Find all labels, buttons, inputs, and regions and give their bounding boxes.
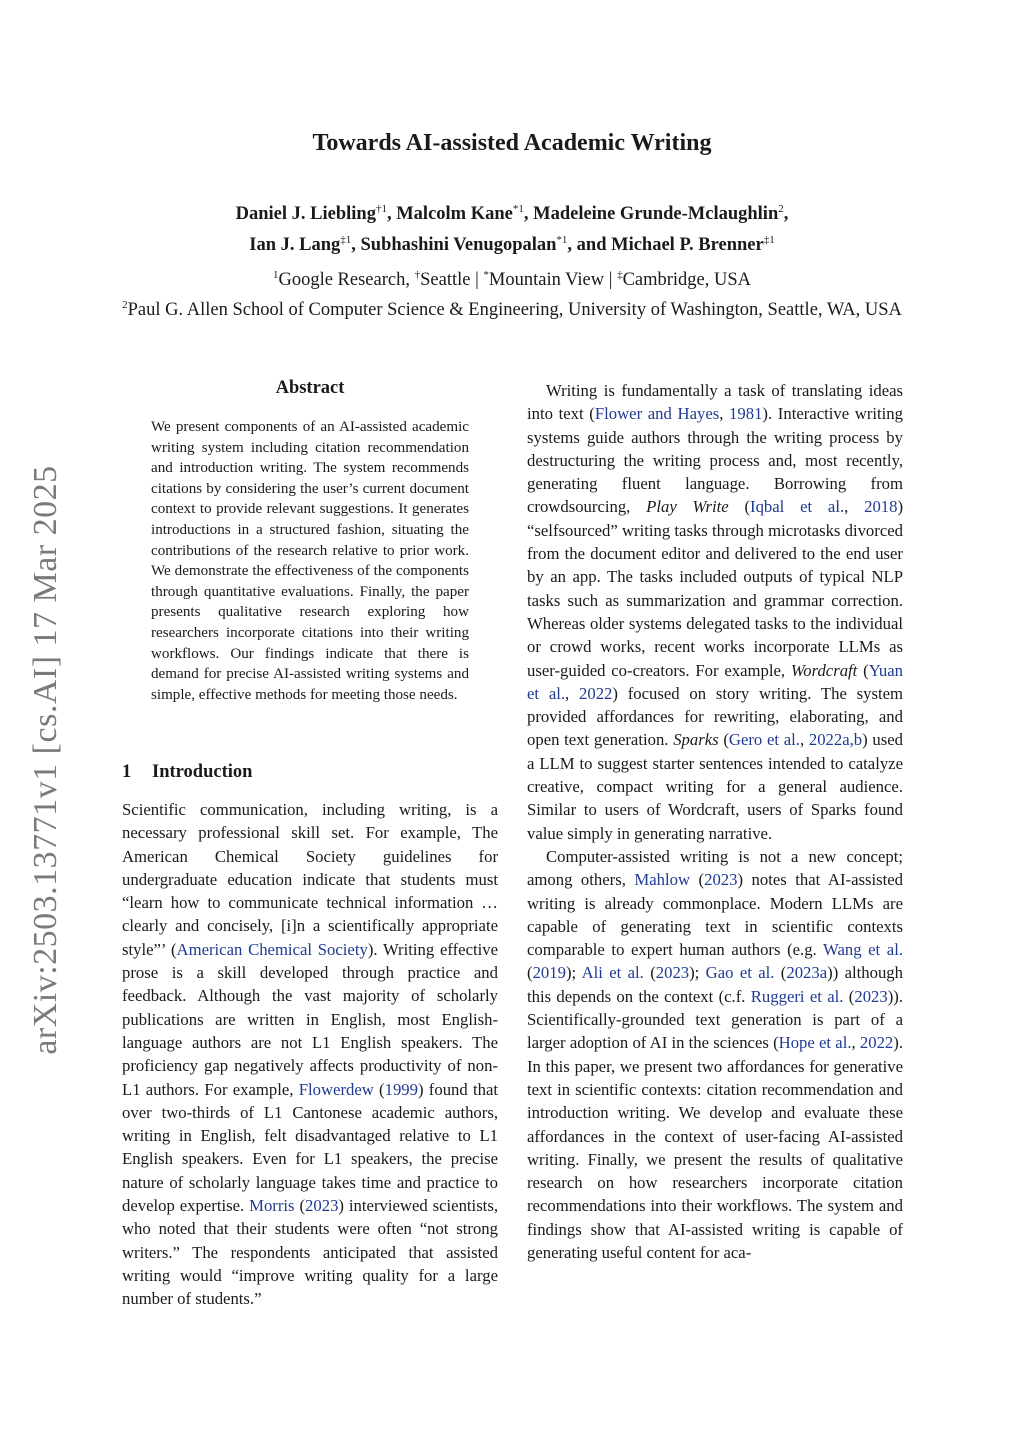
body-text: ,	[565, 683, 580, 703]
affiliation-mark: †	[414, 269, 421, 281]
author-mark: ‡1	[340, 234, 352, 247]
affiliation-text: Seattle |	[420, 270, 484, 291]
paragraph	[527, 845, 903, 1264]
affiliation-text: Cambridge, USA	[622, 270, 752, 291]
author-list	[0, 196, 1024, 258]
body-text: Computer-assisted writing is not a new concept; among others,	[527, 846, 903, 890]
body-text: ,	[719, 404, 730, 424]
body-text: ) interviewed scientists, who noted that their students were often “not strong writers.” The respondents anticipated that assisted writing would “improve writing quality for a large number of students.”	[122, 1196, 498, 1309]
body-text: );	[689, 963, 706, 983]
author-name: ,	[783, 204, 789, 225]
abstract-heading: Abstract	[275, 378, 345, 398]
body-text: (	[718, 730, 729, 750]
author-name: , and Michael P. Brenner	[567, 235, 764, 256]
body-text: ) notes that AI-assisted writing is already commonplace. Modern LLMs are capable of generating text in scientific contexts comparable to expert human authors (e.g.	[527, 870, 903, 960]
emphasis-text: Wordcraft	[790, 660, 858, 680]
author-mark: †1	[375, 203, 387, 215]
author-line-2	[0, 227, 1024, 258]
section-heading	[122, 762, 498, 783]
affiliation-text: Google Research,	[278, 270, 415, 291]
body-text: (	[643, 963, 656, 983]
body-text: (	[728, 497, 751, 517]
citation-link[interactable]: Iqbal et al.	[750, 497, 845, 517]
body-text: (	[857, 660, 869, 680]
author-mark: 2	[778, 203, 784, 215]
citation-link[interactable]: Gero et al.	[728, 730, 800, 750]
body-text: ) “selfsourced” writing tasks through microtasks divorced from the document editor and delivered to the end user by an app. The tasks included outputs of typical NLP tasks such as summarization and grammar correction. Whereas older systems delegated tasks to the individual or crowd works, recent works incorporate LLMs as user-guided co-creators. For example,	[527, 497, 904, 680]
body-text: )) although this depends on the context (c.f.	[527, 963, 903, 1006]
citation-link[interactable]: 2019	[532, 963, 566, 983]
citation-link[interactable]: 2022	[579, 683, 613, 703]
body-text: (	[843, 986, 855, 1006]
affiliations	[0, 263, 1024, 323]
affiliation-mark: 2	[122, 299, 128, 312]
body-text: (	[774, 963, 787, 983]
section-number: 1	[122, 762, 132, 782]
body-text: Scientific communication, including writing, is a necessary professional skill set. For example, The American Chemical Society guidelines for undergraduate education indicate that students must “learn how to communicate technical information …clearly and concisely, [i]n a scientifically appropriate style”’ (	[122, 800, 498, 959]
citation-link[interactable]: 1999	[384, 1079, 418, 1099]
citation-link[interactable]: Yuan et al.	[527, 660, 903, 703]
body-text: Writing is fundamentally a task of translating ideas into text (	[527, 381, 903, 424]
arxiv-identifier: arXiv:2503.13771v1 [cs.AI] 17 Mar 2025	[27, 465, 64, 1055]
section-title: Introduction	[152, 762, 253, 782]
paragraph	[527, 379, 903, 845]
body-text: ) used a LLM to suggest starter sentences intended to catalyze creative, compact writing for a general audience. Similar to users of Wordcraft, users of Sparks found value simply in generating narrative.	[527, 730, 904, 843]
citation-link[interactable]: Morris	[249, 1196, 295, 1216]
affiliation-text: Mountain View |	[488, 270, 618, 291]
emphasis-text: Play Write	[646, 497, 729, 517]
citation-link[interactable]: Hope et al.	[778, 1033, 852, 1053]
affiliation-mark: *	[483, 269, 489, 281]
abstract-body: We present components of an AI-assisted academic writing system including citation recommendation and introduction writing. The system recommends citations by considering the user’s current document context to provide relevant suggestions. It generates introductions in a structured fashion, situating the contributions of the research relative to prior work. We demonstrate the effectiveness of the components through quantitative evaluations. Finally, the paper presents qualitative research exploring how researchers incorporate citations into their writing workflows. Our findings indicate that there is demand for precise AI-assisted writing systems and simple, effective methods for meeting those needs.	[151, 419, 469, 703]
body-text: ). In this paper, we present two affordances for generative text in scientific contexts: citation recommendation and introduction writing. We develop and evaluate these affordances in the context of user-facing AI-assisted writing. Finally, we present the results of qualitative research on how researchers incorporate citation recommendations into their workflows. The system and findings show that AI-assisted writing is capable of generating useful content for aca-	[527, 1033, 903, 1262]
author-name: Daniel J. Liebling	[235, 204, 376, 225]
citation-link[interactable]: Gao et al.	[705, 963, 775, 983]
body-text: );	[565, 963, 582, 983]
body-text: ) found that over two-thirds of L1 Cantonese academic authors, writing in English, felt disadvantaged relative to L1 English speakers. Even for L1 speakers, the precise nature of scholarly language takes time and practice to develop expertise.	[122, 1079, 498, 1216]
right-column	[527, 379, 903, 1264]
body-text: (	[690, 870, 705, 890]
citation-link[interactable]: Mahlow	[634, 870, 691, 890]
body-text: (	[373, 1079, 385, 1099]
left-column	[122, 798, 498, 1311]
author-name: , Madeleine Grunde-Mclaughlin	[523, 204, 779, 225]
citation-link[interactable]: 2023	[854, 986, 888, 1006]
paragraph	[122, 798, 498, 1311]
citation-link[interactable]: Ali et al.	[581, 963, 644, 983]
citation-link[interactable]: 2018	[864, 497, 898, 517]
author-mark: ‡1	[763, 234, 775, 247]
citation-link[interactable]: 1981	[729, 404, 763, 424]
body-text: )). Scientifically-grounded text generation is part of a larger adoption of AI in the sciences (	[527, 986, 904, 1053]
citation-link[interactable]: Flowerdew	[298, 1079, 374, 1099]
body-text: (	[527, 963, 533, 983]
citation-link[interactable]: Flower and Hayes	[594, 404, 720, 424]
body-text: ,	[799, 730, 809, 750]
citation-link[interactable]: 2023	[305, 1196, 339, 1216]
paper-title: Towards AI-assisted Academic Writing	[312, 130, 712, 156]
citation-link[interactable]: Wang et al.	[823, 940, 904, 960]
author-name: Ian J. Lang	[249, 235, 341, 256]
affiliation-text: Paul G. Allen School of Computer Science & Engineering, University of Washington, Seattle, WA, USA	[127, 300, 902, 321]
body-text: ). Interactive writing systems guide authors through the writing process by destructuring the writing process and, most recently, generating fluent language. Borrowing from crowdsourcing,	[527, 404, 903, 517]
author-mark: *1	[556, 234, 568, 247]
citation-link[interactable]: Ruggeri et al.	[750, 986, 844, 1006]
citation-link[interactable]: 2022a,b	[808, 730, 863, 750]
affiliation-mark: 1	[272, 269, 279, 281]
author-name: , Subhashini Venugopalan	[351, 235, 557, 256]
author-name: , Malcolm Kane	[386, 204, 513, 225]
emphasis-text: Sparks	[673, 730, 719, 750]
citation-link[interactable]: 2022	[859, 1033, 894, 1053]
body-text: ,	[851, 1033, 860, 1053]
affiliation-line-2	[0, 293, 1024, 323]
author-line-1	[0, 196, 1024, 227]
body-text: ) focused on story writing. The system provided affordances for rewriting, elaborating, and open text generation.	[527, 683, 904, 750]
citation-link[interactable]: 2023	[655, 963, 690, 983]
body-text: (	[294, 1196, 306, 1216]
citation-link[interactable]: 2023	[704, 870, 738, 890]
citation-link[interactable]: American Chemical Society	[176, 939, 368, 959]
body-text: ,	[844, 497, 865, 517]
body-text: ). Writing effective prose is a skill developed through practice and feedback. Although the vast majority of scholarly publications are written in English, most English-language authors are not L1 English speakers. The proficiency gap negatively affects productivity of non-L1 authors. For example,	[122, 939, 498, 1099]
citation-link[interactable]: 2023a	[786, 963, 828, 983]
affiliation-mark: ‡	[617, 269, 623, 281]
affiliation-line-1	[0, 263, 1024, 293]
author-mark: *1	[512, 203, 524, 215]
